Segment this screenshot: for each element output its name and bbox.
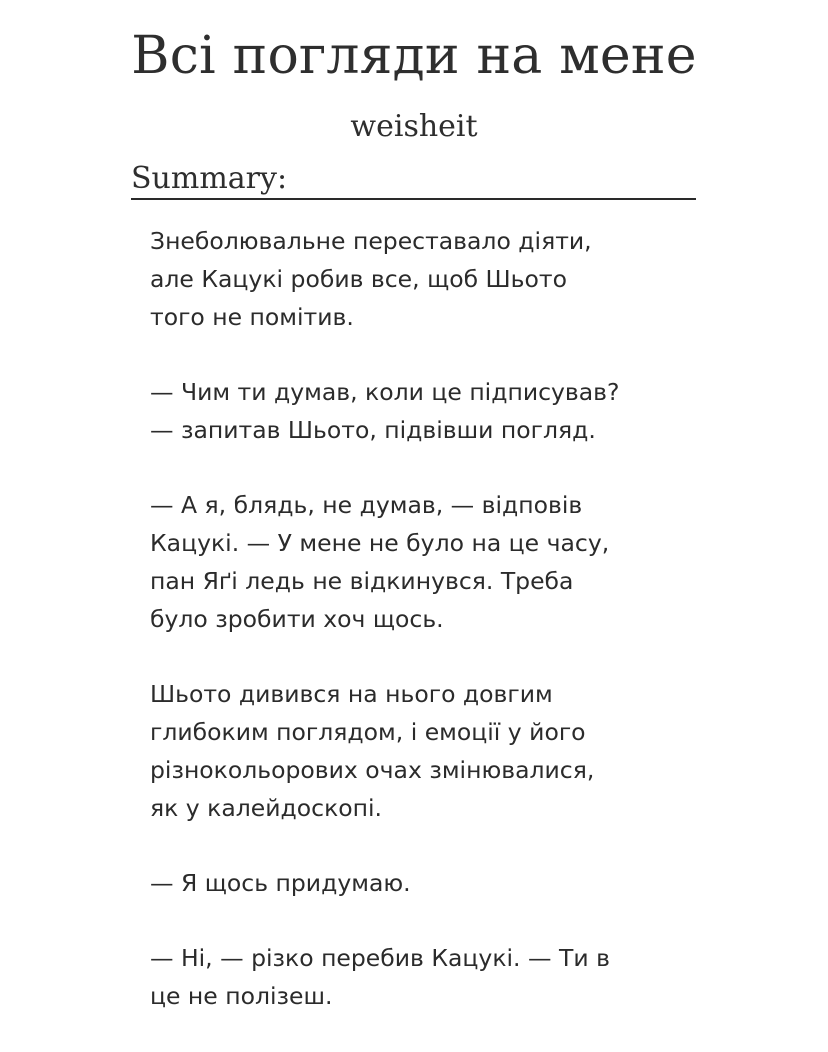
summary-paragraph — [150, 939, 690, 1015]
summary-line: — запитав Шьото, підвівши погляд. — [150, 416, 596, 444]
summary-line: — А я, блядь, не думав, — відповів — [150, 491, 583, 519]
summary-line: але Кацукі робив все, щоб Шьото — [150, 265, 567, 293]
summary-line: глибоким поглядом, і емоції у його — [150, 718, 586, 746]
summary-paragraph — [150, 486, 690, 638]
work-title: Всі погляди на мене — [131, 26, 697, 86]
summary-line: як у калейдоскопі. — [150, 794, 383, 822]
author-name[interactable]: weisheit — [350, 109, 478, 144]
summary-line: — Ні, — різко перебив Кацукі. — Ти в — [150, 944, 610, 972]
summary-paragraph — [150, 373, 690, 449]
summary-line: — Чим ти думав, коли це підписував? — [150, 378, 620, 406]
summary-line: різнокольорових очах змінювалися, — [150, 756, 595, 784]
summary-line: пан Яґі ледь не відкинувся. Треба — [150, 567, 574, 595]
summary-paragraph — [150, 675, 690, 827]
summary-line: це не полізеш. — [150, 982, 333, 1010]
summary-line: Кацукі. — У мене не було на це часу, — [150, 529, 610, 557]
summary-line: — Я щось придумаю. — [150, 869, 411, 897]
summary-heading: Summary: — [131, 160, 696, 200]
summary-line: було зробити хоч щось. — [150, 605, 444, 633]
summary-paragraph — [150, 864, 690, 902]
summary-paragraph — [150, 222, 690, 336]
summary-body — [150, 222, 690, 1052]
summary-line: Шьото дивився на нього довгим — [150, 680, 553, 708]
summary-line: того не помітив. — [150, 303, 354, 331]
summary-line: Знеболювальне переставало діяти, — [150, 227, 592, 255]
